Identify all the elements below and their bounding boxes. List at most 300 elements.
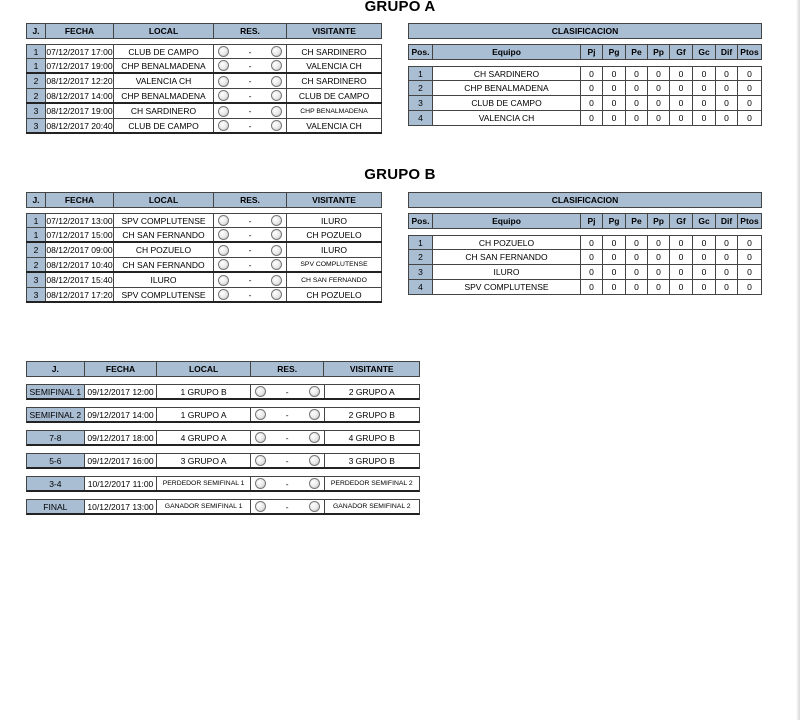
standings-title: CLASIFICACION bbox=[408, 24, 762, 38]
position-cell: 4 bbox=[408, 280, 432, 294]
header-visitante: VISITANTE bbox=[286, 24, 382, 38]
score-separator: - bbox=[285, 455, 289, 466]
stat-gf: 0 bbox=[669, 81, 692, 95]
match-row bbox=[26, 89, 382, 104]
score-separator: - bbox=[248, 215, 252, 226]
result-cell bbox=[250, 431, 324, 444]
stat-pe: 0 bbox=[625, 111, 647, 125]
ball-icon bbox=[271, 120, 282, 131]
header-pp: Pp bbox=[647, 45, 669, 59]
stat-gc: 0 bbox=[692, 265, 715, 279]
stat-ptos: 0 bbox=[737, 81, 762, 95]
ball-icon bbox=[218, 259, 229, 270]
stat-pp: 0 bbox=[647, 265, 669, 279]
home-team-cell: CH SARDINERO bbox=[113, 104, 213, 118]
team-cell: CHP BENALMADENA bbox=[432, 81, 580, 95]
result-cell bbox=[213, 59, 286, 72]
date-cell: 09/12/2017 18:00 bbox=[84, 431, 157, 444]
away-team-cell: CH SARDINERO bbox=[286, 74, 382, 88]
away-team-cell: CH SARDINERO bbox=[286, 45, 382, 58]
ball-icon bbox=[309, 409, 320, 420]
header-gf: Gf bbox=[669, 45, 692, 59]
match-row bbox=[26, 104, 382, 119]
stat-pe: 0 bbox=[625, 67, 647, 80]
standings-row bbox=[408, 265, 762, 280]
ball-icon bbox=[271, 289, 282, 300]
header-equipo: Equipo bbox=[432, 45, 580, 59]
standings-row bbox=[408, 235, 762, 250]
date-cell: 09/12/2017 16:00 bbox=[84, 454, 157, 467]
stat-dif: 0 bbox=[715, 280, 737, 294]
ball-icon bbox=[218, 76, 229, 87]
result-cell bbox=[213, 228, 286, 241]
date-cell: 07/12/2017 19:00 bbox=[46, 60, 113, 71]
header-pp: Pp bbox=[647, 214, 669, 228]
stat-ptos: 0 bbox=[737, 67, 762, 80]
ball-icon bbox=[255, 386, 266, 397]
ball-icon bbox=[255, 455, 266, 466]
ball-icon bbox=[271, 46, 282, 57]
header-gc: Gc bbox=[692, 214, 715, 228]
score-separator: - bbox=[285, 386, 289, 397]
matchday-cell: 1 bbox=[26, 228, 45, 241]
stat-pp: 0 bbox=[647, 67, 669, 80]
matchday-cell: 2 bbox=[26, 243, 45, 257]
stat-gf: 0 bbox=[669, 280, 692, 294]
stat-pg: 0 bbox=[602, 67, 625, 80]
date-cell: 08/12/2017 10:40 bbox=[46, 259, 113, 270]
result-cell bbox=[213, 119, 286, 132]
ball-icon bbox=[255, 478, 266, 489]
knockout-match-row bbox=[26, 407, 420, 423]
away-team-cell: 2 GRUPO A bbox=[324, 385, 420, 398]
date-cell: 08/12/2017 20:40 bbox=[46, 120, 113, 131]
away-team-cell: ILURO bbox=[286, 214, 382, 227]
date-cell: 07/12/2017 13:00 bbox=[46, 215, 113, 226]
ball-icon bbox=[271, 245, 282, 256]
knockout-match-row bbox=[26, 384, 420, 400]
home-team-cell: GANADOR SEMIFINAL 1 bbox=[156, 500, 250, 513]
ball-icon bbox=[218, 60, 229, 71]
score-separator: - bbox=[248, 120, 252, 131]
date-cell: 08/12/2017 17:20 bbox=[46, 289, 113, 300]
group-b-matches-table bbox=[26, 192, 382, 303]
date-cell: 09/12/2017 14:00 bbox=[84, 408, 157, 421]
ball-icon bbox=[309, 455, 320, 466]
stat-pe: 0 bbox=[625, 236, 647, 249]
ball-icon bbox=[309, 501, 320, 512]
away-team-cell: CLUB DE CAMPO bbox=[286, 89, 382, 102]
stat-gc: 0 bbox=[692, 280, 715, 294]
away-team-cell: SPV COMPLUTENSE bbox=[286, 258, 382, 271]
matchday-cell: 2 bbox=[26, 89, 45, 102]
stat-gf: 0 bbox=[669, 265, 692, 279]
stat-pe: 0 bbox=[625, 81, 647, 95]
away-team-cell: CH SAN FERNANDO bbox=[286, 273, 382, 287]
match-row bbox=[26, 119, 382, 134]
date-cell: 08/12/2017 15:40 bbox=[46, 275, 113, 285]
standings-header-row bbox=[408, 213, 762, 229]
stat-gc: 0 bbox=[692, 111, 715, 125]
stat-dif: 0 bbox=[715, 81, 737, 95]
ball-icon bbox=[271, 60, 282, 71]
stat-pp: 0 bbox=[647, 96, 669, 110]
page-edge bbox=[796, 0, 800, 720]
ball-icon bbox=[218, 106, 229, 117]
team-cell: ILURO bbox=[432, 265, 580, 279]
score-separator: - bbox=[285, 478, 289, 489]
standings-title: CLASIFICACION bbox=[408, 193, 762, 207]
stat-ptos: 0 bbox=[737, 265, 762, 279]
standings-row bbox=[408, 96, 762, 111]
stat-gf: 0 bbox=[669, 67, 692, 80]
stat-pe: 0 bbox=[625, 250, 647, 264]
header-ptos: Ptos bbox=[737, 214, 762, 228]
date-cell: 10/12/2017 11:00 bbox=[84, 477, 157, 490]
ball-icon bbox=[309, 432, 320, 443]
position-cell: 4 bbox=[408, 111, 432, 125]
standings-header-row bbox=[408, 44, 762, 60]
header-dif: Dif bbox=[715, 45, 737, 59]
home-team-cell: CLUB DE CAMPO bbox=[113, 119, 213, 132]
away-team-cell: CH POZUELO bbox=[286, 228, 382, 241]
result-cell bbox=[250, 454, 324, 467]
stat-pe: 0 bbox=[625, 265, 647, 279]
round-cell: 7-8 bbox=[27, 431, 84, 444]
ball-icon bbox=[255, 432, 266, 443]
date-cell: 07/12/2017 15:00 bbox=[46, 229, 113, 240]
stat-pp: 0 bbox=[647, 280, 669, 294]
stat-gc: 0 bbox=[692, 96, 715, 110]
stat-pp: 0 bbox=[647, 111, 669, 125]
away-team-cell: CH POZUELO bbox=[286, 288, 382, 301]
position-cell: 2 bbox=[408, 250, 432, 264]
match-row bbox=[26, 44, 382, 59]
stat-pj: 0 bbox=[580, 96, 602, 110]
stat-pj: 0 bbox=[580, 250, 602, 264]
ball-icon bbox=[218, 245, 229, 256]
ball-icon bbox=[271, 229, 282, 240]
score-separator: - bbox=[248, 76, 252, 86]
match-row bbox=[26, 59, 382, 74]
date-cell: 10/12/2017 13:00 bbox=[84, 500, 157, 513]
home-team-cell: CLUB DE CAMPO bbox=[113, 45, 213, 58]
home-team-cell: CH POZUELO bbox=[113, 243, 213, 257]
away-team-cell: 4 GRUPO B bbox=[324, 431, 420, 444]
stat-pg: 0 bbox=[602, 111, 625, 125]
home-team-cell: CHP BENALMADENA bbox=[113, 59, 213, 72]
match-row bbox=[26, 213, 382, 228]
header-gc: Gc bbox=[692, 45, 715, 59]
knockout-match-row bbox=[26, 453, 420, 469]
header-visitante: VISITANTE bbox=[286, 193, 382, 207]
team-cell: SPV COMPLUTENSE bbox=[432, 280, 580, 294]
header-pg: Pg bbox=[602, 45, 625, 59]
home-team-cell: 3 GRUPO A bbox=[156, 454, 250, 467]
header-pos: Pos. bbox=[408, 45, 432, 59]
knockout-header-row bbox=[26, 361, 420, 377]
result-cell bbox=[213, 45, 286, 58]
ball-icon bbox=[271, 106, 282, 117]
score-separator: - bbox=[248, 259, 252, 270]
home-team-cell: 1 GRUPO A bbox=[156, 408, 250, 421]
score-separator: - bbox=[248, 289, 252, 300]
stat-gf: 0 bbox=[669, 236, 692, 249]
result-cell bbox=[250, 408, 324, 421]
header-j: J. bbox=[26, 193, 45, 207]
away-team-cell: ILURO bbox=[286, 243, 382, 257]
result-cell bbox=[213, 273, 286, 287]
header-equipo: Equipo bbox=[432, 214, 580, 228]
stat-gc: 0 bbox=[692, 67, 715, 80]
stat-pg: 0 bbox=[602, 280, 625, 294]
stat-dif: 0 bbox=[715, 250, 737, 264]
away-team-cell: CHP BENALMADENA bbox=[286, 104, 382, 118]
matches-header-row bbox=[26, 23, 382, 39]
header-pj: Pj bbox=[580, 45, 602, 59]
score-separator: - bbox=[248, 245, 252, 255]
away-team-cell: VALENCIA CH bbox=[286, 59, 382, 72]
stat-pg: 0 bbox=[602, 250, 625, 264]
team-cell: CLUB DE CAMPO bbox=[432, 96, 580, 110]
knockout-match-row bbox=[26, 430, 420, 446]
result-cell bbox=[213, 243, 286, 257]
stat-pj: 0 bbox=[580, 81, 602, 95]
header-pe: Pe bbox=[625, 45, 647, 59]
stat-ptos: 0 bbox=[737, 111, 762, 125]
score-separator: - bbox=[248, 229, 252, 240]
position-cell: 3 bbox=[408, 96, 432, 110]
matchday-cell: 3 bbox=[26, 119, 45, 132]
stat-pj: 0 bbox=[580, 236, 602, 249]
date-cell: 08/12/2017 12:20 bbox=[46, 76, 113, 86]
away-team-cell: GANADOR SEMIFINAL 2 bbox=[324, 500, 420, 513]
round-cell: FINAL bbox=[27, 500, 84, 513]
round-cell: 3-4 bbox=[27, 477, 84, 490]
score-separator: - bbox=[285, 501, 289, 512]
stat-dif: 0 bbox=[715, 67, 737, 80]
header-res: RES. bbox=[213, 24, 286, 38]
ball-icon bbox=[271, 215, 282, 226]
score-separator: - bbox=[248, 60, 252, 71]
home-team-cell: CHP BENALMADENA bbox=[113, 89, 213, 102]
score-separator: - bbox=[248, 46, 252, 57]
header-j: J. bbox=[26, 24, 45, 38]
header-res: RES. bbox=[250, 362, 324, 376]
position-cell: 2 bbox=[408, 81, 432, 95]
ball-icon bbox=[218, 215, 229, 226]
home-team-cell: 4 GRUPO A bbox=[156, 431, 250, 444]
stat-ptos: 0 bbox=[737, 250, 762, 264]
header-local: LOCAL bbox=[113, 24, 213, 38]
matchday-cell: 3 bbox=[26, 273, 45, 287]
matchday-cell: 1 bbox=[26, 45, 45, 58]
match-row bbox=[26, 288, 382, 303]
date-cell: 08/12/2017 19:00 bbox=[46, 106, 113, 116]
matchday-cell: 1 bbox=[26, 59, 45, 72]
home-team-cell: 1 GRUPO B bbox=[156, 385, 250, 398]
ball-icon bbox=[218, 90, 229, 101]
stat-pj: 0 bbox=[580, 67, 602, 80]
group-a-matches-table bbox=[26, 23, 382, 134]
result-cell bbox=[250, 500, 324, 513]
score-separator: - bbox=[248, 106, 252, 116]
score-separator: - bbox=[248, 275, 252, 285]
result-cell bbox=[213, 89, 286, 102]
stat-pg: 0 bbox=[602, 265, 625, 279]
standings-row bbox=[408, 66, 762, 81]
stat-gf: 0 bbox=[669, 111, 692, 125]
home-team-cell: CH SAN FERNANDO bbox=[113, 258, 213, 271]
standings-title-row bbox=[408, 23, 762, 39]
group-b-title: GRUPO B bbox=[364, 166, 436, 183]
header-fecha: FECHA bbox=[45, 193, 113, 207]
matchday-cell: 3 bbox=[26, 288, 45, 301]
match-row bbox=[26, 273, 382, 288]
ball-icon bbox=[218, 275, 229, 286]
header-pos: Pos. bbox=[408, 214, 432, 228]
header-gf: Gf bbox=[669, 214, 692, 228]
home-team-cell: PERDEDOR SEMIFINAL 1 bbox=[156, 477, 250, 490]
ball-icon bbox=[271, 259, 282, 270]
group-a-standings-table bbox=[408, 23, 762, 126]
score-separator: - bbox=[285, 409, 289, 420]
stat-pg: 0 bbox=[602, 81, 625, 95]
header-pe: Pe bbox=[625, 214, 647, 228]
header-local: LOCAL bbox=[113, 193, 213, 207]
ball-icon bbox=[218, 289, 229, 300]
stat-pe: 0 bbox=[625, 280, 647, 294]
knockout-table bbox=[26, 361, 420, 515]
match-row bbox=[26, 228, 382, 243]
stat-ptos: 0 bbox=[737, 96, 762, 110]
standings-row bbox=[408, 280, 762, 295]
away-team-cell: PERDEDOR SEMIFINAL 2 bbox=[324, 477, 420, 490]
stat-pe: 0 bbox=[625, 96, 647, 110]
stat-dif: 0 bbox=[715, 265, 737, 279]
stat-dif: 0 bbox=[715, 96, 737, 110]
position-cell: 3 bbox=[408, 265, 432, 279]
home-team-cell: CH SAN FERNANDO bbox=[113, 228, 213, 241]
stat-pp: 0 bbox=[647, 250, 669, 264]
matches-header-row bbox=[26, 192, 382, 208]
home-team-cell: SPV COMPLUTENSE bbox=[113, 288, 213, 301]
away-team-cell: VALENCIA CH bbox=[286, 119, 382, 132]
stat-gc: 0 bbox=[692, 236, 715, 249]
ball-icon bbox=[255, 409, 266, 420]
stat-gf: 0 bbox=[669, 250, 692, 264]
stat-pp: 0 bbox=[647, 81, 669, 95]
matchday-cell: 1 bbox=[26, 214, 45, 227]
stat-ptos: 0 bbox=[737, 280, 762, 294]
ball-icon bbox=[271, 90, 282, 101]
round-cell: SEMIFINAL 1 bbox=[27, 385, 84, 398]
standings-title-row bbox=[408, 192, 762, 208]
ball-icon bbox=[218, 229, 229, 240]
stat-pg: 0 bbox=[602, 236, 625, 249]
home-team-cell: SPV COMPLUTENSE bbox=[113, 214, 213, 227]
ball-icon bbox=[271, 275, 282, 286]
ball-icon bbox=[271, 76, 282, 87]
stat-gf: 0 bbox=[669, 96, 692, 110]
round-cell: SEMIFINAL 2 bbox=[27, 408, 84, 421]
result-cell bbox=[250, 385, 324, 398]
header-pj: Pj bbox=[580, 214, 602, 228]
date-cell: 07/12/2017 17:00 bbox=[46, 46, 113, 57]
position-cell: 1 bbox=[408, 67, 432, 80]
standings-row bbox=[408, 111, 762, 126]
header-res: RES. bbox=[213, 193, 286, 207]
standings-row bbox=[408, 81, 762, 96]
header-dif: Dif bbox=[715, 214, 737, 228]
team-cell: CH POZUELO bbox=[432, 236, 580, 249]
date-cell: 08/12/2017 14:00 bbox=[46, 90, 113, 101]
team-cell: VALENCIA CH bbox=[432, 111, 580, 125]
standings-row bbox=[408, 250, 762, 265]
header-fecha: FECHA bbox=[45, 24, 113, 38]
away-team-cell: 3 GRUPO B bbox=[324, 454, 420, 467]
date-cell: 08/12/2017 09:00 bbox=[46, 245, 113, 255]
position-cell: 1 bbox=[408, 236, 432, 249]
result-cell bbox=[213, 258, 286, 271]
score-separator: - bbox=[285, 432, 289, 443]
stat-pj: 0 bbox=[580, 111, 602, 125]
date-cell: 09/12/2017 12:00 bbox=[84, 385, 157, 398]
stat-pg: 0 bbox=[602, 96, 625, 110]
stat-pp: 0 bbox=[647, 236, 669, 249]
matchday-cell: 2 bbox=[26, 258, 45, 271]
header-pg: Pg bbox=[602, 214, 625, 228]
home-team-cell: VALENCIA CH bbox=[113, 74, 213, 88]
team-cell: CH SAN FERNANDO bbox=[432, 250, 580, 264]
round-cell: 5-6 bbox=[27, 454, 84, 467]
ball-icon bbox=[309, 478, 320, 489]
ball-icon bbox=[255, 501, 266, 512]
stat-gc: 0 bbox=[692, 81, 715, 95]
away-team-cell: 2 GRUPO B bbox=[324, 408, 420, 421]
header-visitante: VISITANTE bbox=[323, 362, 419, 376]
result-cell bbox=[213, 74, 286, 88]
header-fecha: FECHA bbox=[84, 362, 157, 376]
result-cell bbox=[213, 104, 286, 118]
header-ptos: Ptos bbox=[737, 45, 762, 59]
team-cell: CH SARDINERO bbox=[432, 67, 580, 80]
result-cell bbox=[250, 477, 324, 490]
matchday-cell: 3 bbox=[26, 104, 45, 118]
match-row bbox=[26, 243, 382, 258]
match-row bbox=[26, 74, 382, 89]
score-separator: - bbox=[248, 90, 252, 101]
stat-dif: 0 bbox=[715, 236, 737, 249]
matchday-cell: 2 bbox=[26, 74, 45, 88]
group-a-title: GRUPO A bbox=[364, 0, 436, 15]
header-local: LOCAL bbox=[156, 362, 250, 376]
group-b-standings-table bbox=[408, 192, 762, 295]
match-row bbox=[26, 258, 382, 273]
ball-icon bbox=[309, 386, 320, 397]
stat-pj: 0 bbox=[580, 280, 602, 294]
knockout-match-row bbox=[26, 499, 420, 515]
home-team-cell: ILURO bbox=[113, 273, 213, 287]
stat-gc: 0 bbox=[692, 250, 715, 264]
header-j: J. bbox=[51, 364, 59, 374]
ball-icon bbox=[218, 46, 229, 57]
stat-pj: 0 bbox=[580, 265, 602, 279]
stat-dif: 0 bbox=[715, 111, 737, 125]
result-cell bbox=[213, 288, 286, 301]
stat-ptos: 0 bbox=[737, 236, 762, 249]
knockout-match-row bbox=[26, 476, 420, 492]
